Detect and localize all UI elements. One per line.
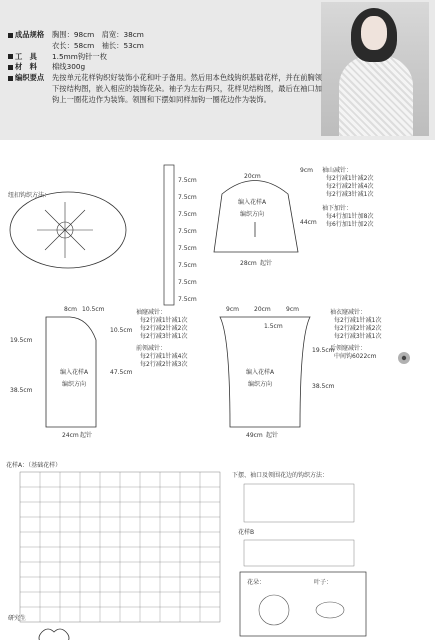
back-h3-label: 38.5cm — [312, 383, 335, 390]
patternA-title: 花样A：（基础花样） — [6, 462, 62, 469]
svg-text:7.5cm: 7.5cm — [178, 245, 197, 252]
flower-label: 花朵： — [247, 579, 266, 586]
leaf-chart-icon — [316, 602, 344, 618]
front-h2-label: 19.5cm — [10, 337, 33, 344]
svg-text:每2行减2针减3次: 每2行减2针减3次 — [140, 361, 188, 368]
spec-row: 编织要点 先按单元花样钩织好装饰小花和叶子备用。然后用本色线钩织基础花样，并在前胸领下按结构图，嵌入相应的装饰花朵。袖子为左右两只，花样见结构图，最后在袖口加钩上一圈花边作为装饰。领围和下摆如同样加钩一圈花边作为装饰。 — [8, 73, 326, 105]
svg-text:每2行减3针减1次: 每2行减3针减1次 — [140, 333, 188, 340]
edge-pattern — [244, 484, 354, 522]
svg-text:每2行减2针减2次: 每2行减2针减2次 — [334, 325, 382, 332]
svg-text:7.5cm: 7.5cm — [178, 194, 197, 201]
patternA-mesh — [20, 472, 220, 622]
sleeve-start-label: 起针 — [260, 260, 273, 267]
sleeve-top-label: 20cm — [244, 173, 261, 180]
flower-icon — [398, 352, 410, 364]
svg-text:前领减针：: 前领减针： — [136, 345, 167, 352]
svg-text:7.5cm: 7.5cm — [178, 296, 197, 303]
svg-text:每2行减3针减1次: 每2行减3针减1次 — [326, 191, 374, 198]
back-w2-label: 20cm — [254, 306, 271, 313]
front-bottom-label: 24cm — [62, 432, 79, 439]
back-notes — [330, 308, 381, 360]
spec-row: 工 具 1.5mm钩针一枚 — [8, 52, 326, 63]
front-main-label: 编入花样A — [60, 369, 89, 376]
back-w1-label: 9cm — [226, 306, 239, 313]
svg-text:7.5cm: 7.5cm — [178, 177, 197, 184]
back-h2-label: 19.5cm — [312, 347, 335, 354]
svg-text:7.5cm: 7.5cm — [178, 211, 197, 218]
svg-text:袖窿减针：: 袖窿减针： — [136, 309, 167, 316]
edge-title: 下摆、袖口及领围花边的钩织方法： — [232, 472, 329, 479]
svg-text:袖下加针：: 袖下加针： — [322, 205, 353, 212]
front-h3-label: 47.5cm — [110, 369, 133, 376]
svg-text:每2行减1针减2次: 每2行减1针减2次 — [326, 175, 374, 182]
spec-row: 成品规格 胸围：98cm 肩宽：38cm — [8, 30, 326, 41]
svg-text:每2行减3针减1次: 每2行减3针减1次 — [334, 333, 382, 340]
front-h1-label: 10.5cm — [110, 327, 133, 334]
svg-text:中间钩6022cm: 中间钩6022cm — [334, 353, 377, 360]
svg-text:每2行减2针减2次: 每2行减2针减2次 — [140, 325, 188, 332]
svg-text:每2行减1针减1次: 每2行减1针减1次 — [140, 317, 188, 324]
sleeve-right1-label: 9cm — [300, 167, 313, 174]
sleeve-notes — [322, 166, 373, 228]
svg-text:每4行加1针加8次: 每4行加1针加8次 — [326, 213, 374, 220]
back-w3-label: 9cm — [286, 306, 299, 313]
svg-text:袖衣窿减针：: 袖衣窿减针： — [330, 309, 367, 316]
knitting-diagrams — [0, 142, 435, 640]
sweater-shape — [339, 56, 413, 136]
spec-row: 衣长：58cm 袖长：53cm — [52, 40, 144, 50]
back-bottom-label: 49cm — [246, 432, 263, 439]
svg-text:袖山减针：: 袖山减针： — [322, 167, 353, 174]
back-h1-label: 1.5cm — [264, 323, 283, 330]
button-flower-icon — [37, 202, 93, 258]
svg-text:7.5cm: 7.5cm — [178, 228, 197, 235]
sleeve-main-label: 编入花样A — [238, 199, 267, 206]
sleeve-bottom-label: 28cm — [240, 260, 257, 267]
svg-text:后领窿减针：: 后领窿减针： — [330, 345, 367, 352]
back-main-label: 编入花样A — [246, 369, 275, 376]
svg-text:7.5cm: 7.5cm — [178, 279, 197, 286]
patternB-pattern — [244, 540, 354, 566]
leaf-label: 叶子： — [314, 579, 333, 586]
svg-text:每6行加1针加2次: 每6行加1针加2次 — [326, 221, 374, 228]
front-notes — [136, 308, 187, 368]
back-dir-label: 编织方向 — [248, 381, 273, 388]
sleeve-dir-label: 编织方向 — [240, 211, 265, 218]
strip-labels — [178, 177, 197, 303]
spec-list — [8, 30, 326, 106]
svg-text:每2行减1针减1次: 每2行减1针减1次 — [334, 317, 382, 324]
front-w1-label: 8cm — [64, 306, 77, 313]
back-start-label: 起针 — [266, 432, 279, 439]
button-strip — [164, 165, 174, 305]
footer-text: 研究生 — [8, 615, 27, 622]
front-h4-label: 38.5cm — [10, 387, 33, 394]
front-dir-label: 编织方向 — [62, 381, 87, 388]
heart-icon — [39, 629, 69, 640]
svg-text:7.5cm: 7.5cm — [178, 262, 197, 269]
spec-row: 材 料 棉线300g — [8, 62, 326, 73]
sleeve-right2-label: 44cm — [300, 219, 317, 226]
flower-chart-icon — [259, 595, 289, 625]
front-w2-label: 10.5cm — [82, 306, 105, 313]
face-shape — [361, 16, 387, 50]
svg-text:每2行减2针减4次: 每2行减2针减4次 — [326, 183, 374, 190]
svg-text:每2行减1针减4次: 每2行减1针减4次 — [140, 353, 188, 360]
patternB-label: 花样B — [238, 529, 255, 536]
model-photo — [321, 2, 429, 136]
front-start-label: 起针 — [80, 432, 93, 439]
button-title: 纽扣钩织方法： — [8, 192, 51, 199]
